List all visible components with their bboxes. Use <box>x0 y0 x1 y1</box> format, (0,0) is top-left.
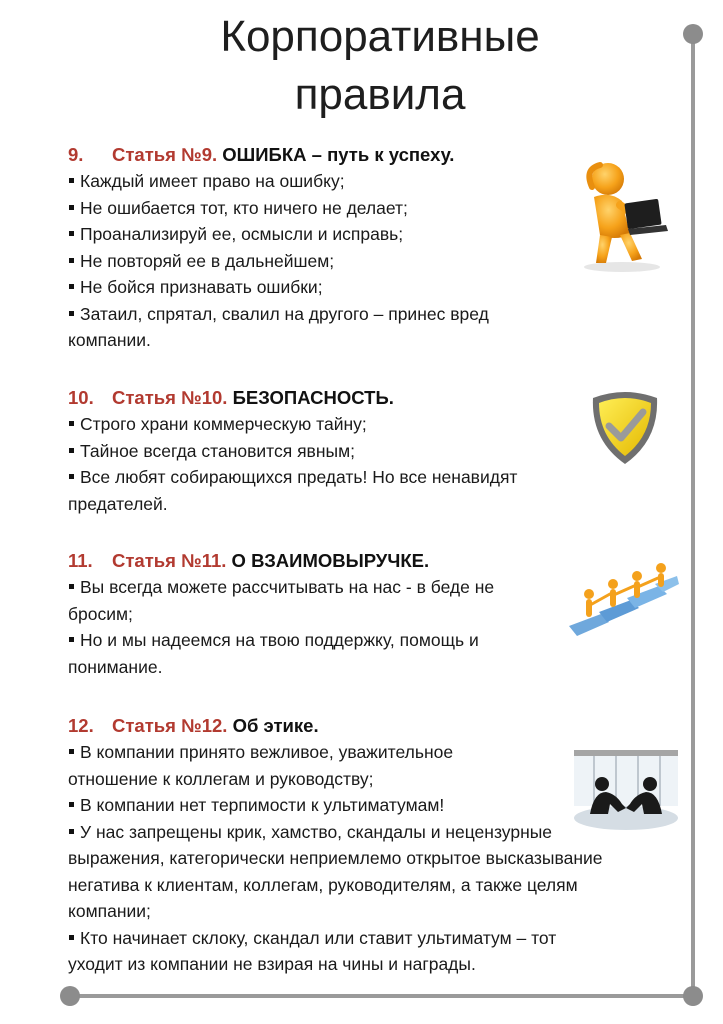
frame-right-line <box>691 34 695 998</box>
rule-text: Кто начинает склоку, скандал или ставит ультиматум – тот уходит из компании не взирая на чины и награды. <box>68 927 557 974</box>
title-line-2: правила <box>294 70 466 119</box>
bullet-icon <box>69 421 74 426</box>
rule-item <box>68 438 588 465</box>
rule-item <box>68 301 558 354</box>
bullet-icon <box>69 749 74 754</box>
section-number: 10. <box>68 387 94 408</box>
rule-text: В компании нет терпимости к ультиматумам! <box>80 795 445 815</box>
section-name: Об этике. <box>232 715 319 736</box>
person-laptop-icon <box>570 155 680 275</box>
rule-item <box>68 411 588 438</box>
bullet-icon <box>69 311 74 316</box>
bullet-icon <box>69 284 74 289</box>
rule-item <box>68 195 558 222</box>
rule-item <box>68 627 563 680</box>
section-article: Статья №12. <box>112 715 228 736</box>
bullet-icon <box>69 829 74 834</box>
bullet-icon <box>69 637 74 642</box>
rule-item <box>68 792 608 819</box>
rule-text: Проанализируй ее, осмысли и исправь; <box>80 224 404 244</box>
frame-bottom-line <box>68 994 695 998</box>
bullet-icon <box>69 231 74 236</box>
section-number: 12. <box>68 715 94 736</box>
bullet-icon <box>69 584 74 589</box>
section-heading <box>68 548 563 574</box>
section-number: 9. <box>68 144 84 165</box>
rule-item <box>68 739 523 792</box>
rule-item <box>68 168 558 195</box>
bullet-icon <box>69 448 74 453</box>
rule-text: Затаил, спрятал, свалил на другого – принес вред компании. <box>68 303 489 350</box>
section-article: Статья №10. <box>112 387 228 408</box>
bullet-icon <box>69 802 74 807</box>
page-title <box>60 8 700 124</box>
section-article-12 <box>68 713 608 978</box>
section-name: БЕЗОПАСНОСТЬ. <box>232 387 394 408</box>
rule-text: Не бойся признавать ошибки; <box>80 277 323 297</box>
rule-text: Строго храни коммерческую тайну; <box>80 414 367 434</box>
security-shield-icon <box>585 388 665 468</box>
section-name: ОШИБКА – путь к успеху. <box>222 144 455 165</box>
bullet-icon <box>69 258 74 263</box>
rule-text: Но и мы надеемся на твою поддержку, помощь и понимание. <box>68 630 479 677</box>
section-article-11 <box>68 548 563 680</box>
section-name: О ВЗАИМОВЫРУЧКЕ. <box>231 550 430 571</box>
title-line-1: Корпоративные <box>220 12 540 61</box>
rule-item <box>68 248 558 275</box>
section-number: 11. <box>68 550 93 571</box>
bullet-icon <box>69 474 74 479</box>
rule-item <box>68 574 563 627</box>
rule-text: Все любят собирающихся предать! Но все ненавидят предателей. <box>68 467 518 514</box>
section-heading <box>68 385 588 411</box>
rule-item <box>68 274 558 301</box>
rule-item <box>68 464 588 517</box>
section-heading <box>68 713 608 739</box>
rule-text: Каждый имеет право на ошибку; <box>80 171 345 191</box>
section-heading <box>68 142 558 168</box>
rule-text: Вы всегда можете рассчитывать на нас - в беде не бросим; <box>68 577 495 624</box>
business-handshake-icon <box>572 748 680 834</box>
rule-text: Не повторяй ее в дальнейшем; <box>80 250 335 271</box>
section-article-10 <box>68 385 588 517</box>
rule-item <box>68 925 608 978</box>
rule-item <box>68 819 608 925</box>
rule-item <box>68 221 558 248</box>
bullet-icon <box>69 178 74 183</box>
section-article-9 <box>68 142 558 354</box>
frame-dot-bottom-right <box>683 986 703 1006</box>
section-article: Статья №9. <box>112 144 218 165</box>
bullet-icon <box>69 935 74 940</box>
section-article: Статья №11. <box>112 550 227 571</box>
teamwork-puzzle-icon <box>565 560 680 640</box>
rule-text: В компании принято вежливое, уважительное отношение к коллегам и руководству; <box>68 742 454 789</box>
rule-text: У нас запрещены крик, хамство, скандалы и нецензурные выражения, категорически неприемлемо открытое высказывание негатива к клиентам, коллегам, руководителям, а также целям компании; <box>68 821 603 921</box>
rule-text: Не ошибается тот, кто ничего не делает; <box>80 197 408 218</box>
rule-text: Тайное всегда становится явным; <box>80 440 355 461</box>
bullet-icon <box>69 205 74 210</box>
frame-dot-bottom-left <box>60 986 80 1006</box>
